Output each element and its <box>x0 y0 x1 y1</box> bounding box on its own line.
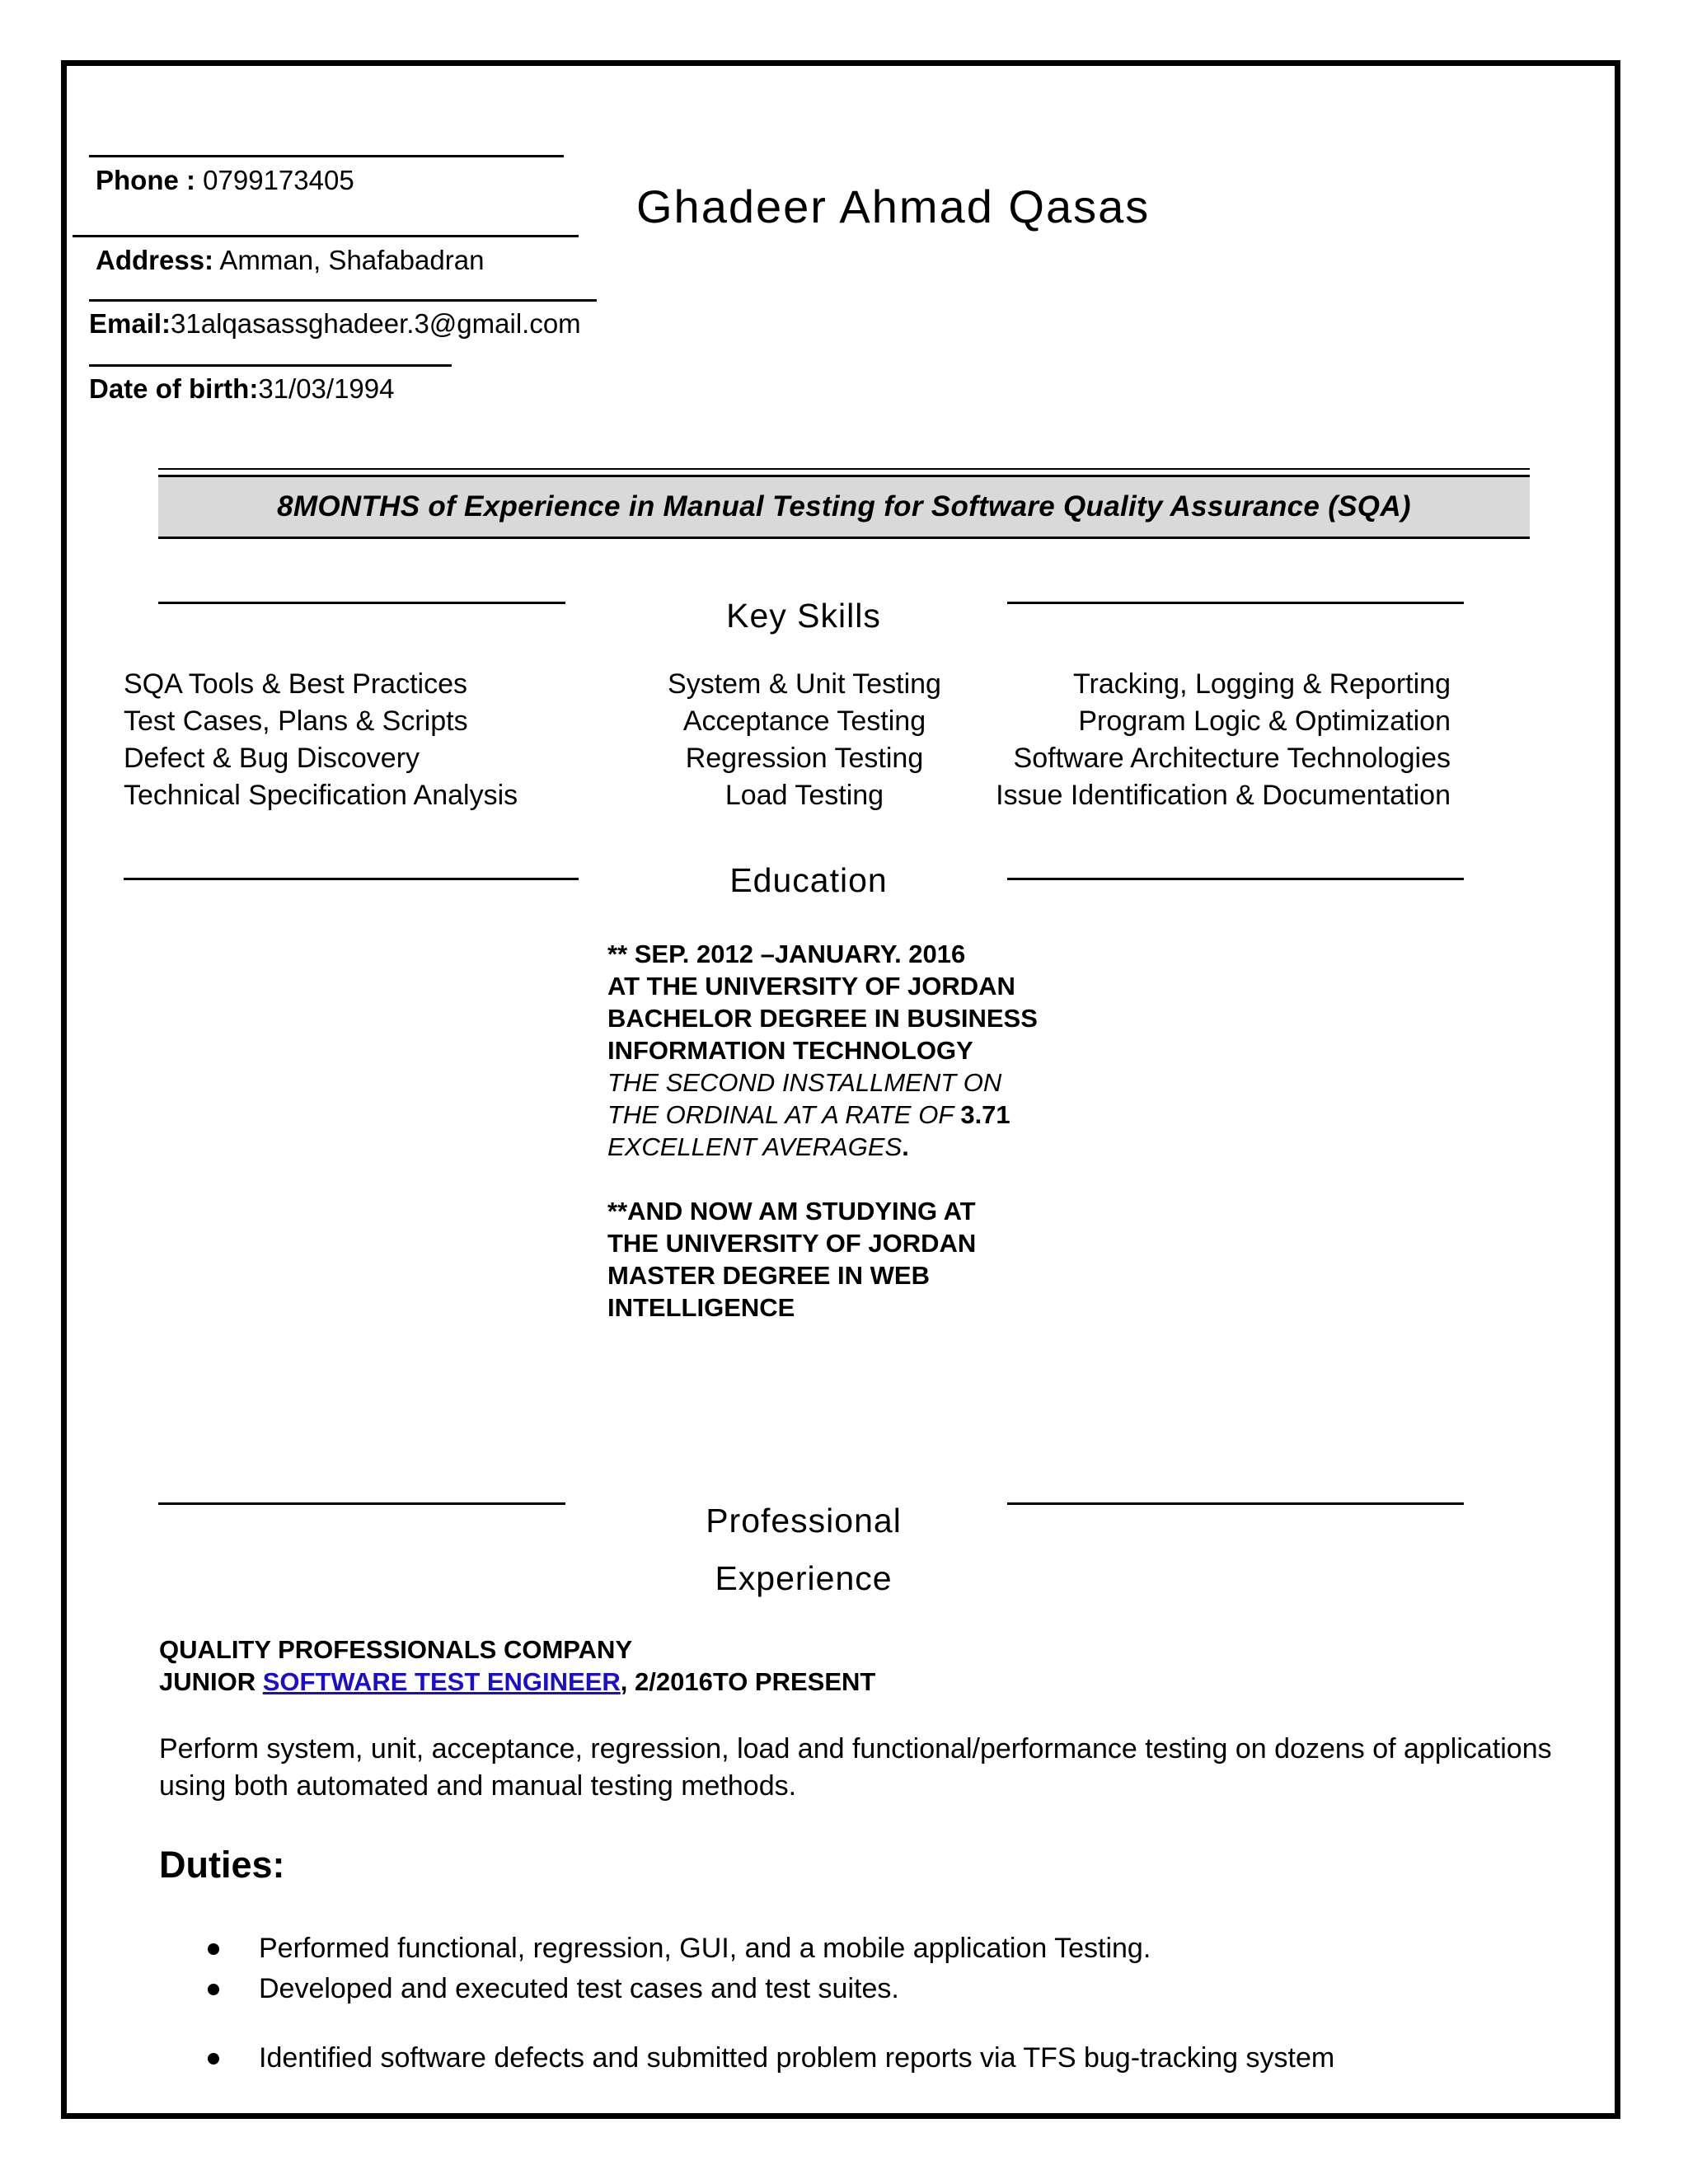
job-title-prefix: JUNIOR <box>159 1667 263 1696</box>
job-summary: Perform system, unit, acceptance, regression, load and functional/performance testing on dozens of applications using both automated and manual testing methods. <box>159 1733 1552 1802</box>
skill-item: System & Unit Testing <box>668 668 941 700</box>
skill-item: SQA Tools & Best Practices <box>124 668 467 700</box>
education-note-1: THE SECOND INSTALLMENT ON <box>607 1068 1002 1097</box>
key-skills-title: Key Skills <box>726 597 881 635</box>
skill-item: Defect & Bug Discovery <box>124 743 420 774</box>
address-value: Amman, Shafabadran <box>213 245 485 275</box>
experience-title-line-2: Experience <box>715 1559 893 1597</box>
experience-banner <box>158 475 1530 539</box>
email-line <box>89 307 581 340</box>
skill-item: Tracking, Logging & Reporting <box>1072 668 1451 700</box>
education-major: INFORMATION TECHNOLOGY <box>607 1036 973 1065</box>
education-title: Education <box>729 861 888 899</box>
bullet-icon <box>208 1984 219 1995</box>
job-title-line <box>159 1666 875 1698</box>
education-current-major: INTELLIGENCE <box>607 1293 795 1322</box>
address-line <box>96 244 484 277</box>
education-note-3 <box>607 1131 1038 1163</box>
candidate-name: Ghadeer Ahmad Qasas <box>636 180 1151 232</box>
education-note-2-text: THE ORDINAL AT A RATE OF <box>607 1100 961 1129</box>
company-name: QUALITY PROFESSIONALS COMPANY <box>159 1635 633 1664</box>
skill-item: Program Logic & Optimization <box>1078 705 1451 737</box>
banner-text: 8MONTHS of Experience in Manual Testing for Software Quality Assurance (SQA) <box>277 490 1411 523</box>
phone-value: 0799173405 <box>195 165 354 195</box>
education-note-3-period: . <box>902 1132 909 1161</box>
skill-item: Acceptance Testing <box>682 705 926 737</box>
skills-column-1 <box>124 666 518 814</box>
bullet-icon <box>208 2053 219 2064</box>
duty-item <box>208 1971 899 2008</box>
skills-column-2 <box>640 666 969 814</box>
dob-line <box>89 373 395 405</box>
skill-item: Test Cases, Plans & Scripts <box>124 705 468 737</box>
education-dates: ** SEP. 2012 –JANUARY. 2016 <box>607 940 966 968</box>
education-current-degree: MASTER DEGREE IN WEB <box>607 1261 930 1290</box>
skill-item: Regression Testing <box>685 743 924 774</box>
address-label: Address: <box>96 245 214 275</box>
dob-label: Date of birth: <box>89 373 259 404</box>
skills-column-3 <box>956 666 1451 814</box>
phone-label: Phone : <box>96 165 195 195</box>
job-title-suffix: , 2/2016TO PRESENT <box>620 1667 876 1696</box>
job-header <box>159 1633 875 1698</box>
education-note-3-text: EXCELLENT AVERAGES <box>607 1132 903 1161</box>
education-block <box>607 938 1038 1324</box>
education-gpa: 3.71 <box>960 1100 1010 1129</box>
duties-title: Duties: <box>159 1844 285 1886</box>
education-rule-right <box>1007 878 1464 880</box>
email-value: 31alqasassghadeer.3@gmail.com <box>171 308 581 339</box>
contact-rule-4 <box>89 364 452 367</box>
education-current-university: THE UNIVERSITY OF JORDAN <box>607 1229 977 1258</box>
phone-line <box>96 164 354 197</box>
skill-item: Load Testing <box>724 780 884 811</box>
email-label: Email: <box>89 308 171 339</box>
bullet-icon <box>208 1943 219 1955</box>
duty-text: Identified software defects and submitted problem reports via TFS bug-tracking system <box>259 2042 1335 2074</box>
skills-rule-right <box>1007 602 1464 604</box>
contact-rule-1 <box>89 155 564 157</box>
experience-rule-left <box>158 1502 565 1505</box>
skill-item: Software Architecture Technologies <box>1013 743 1451 774</box>
education-current: **AND NOW AM STUDYING AT <box>607 1197 976 1226</box>
duty-text: Developed and executed test cases and test suites. <box>259 1973 899 2004</box>
dob-value: 31/03/1994 <box>258 373 395 404</box>
education-spacer <box>607 1163 1038 1195</box>
experience-title-line-1: Professional <box>706 1502 902 1540</box>
skill-item: Technical Specification Analysis <box>124 780 518 811</box>
contact-rule-3 <box>89 299 597 302</box>
job-title-link[interactable]: SOFTWARE TEST ENGINEER <box>262 1667 621 1696</box>
skill-item: Issue Identification & Documentation <box>996 780 1451 811</box>
banner-top-rule <box>158 468 1530 470</box>
duty-text: Performed functional, regression, GUI, and a mobile application Testing. <box>259 1933 1151 1964</box>
contact-rule-2 <box>73 235 579 237</box>
education-university: AT THE UNIVERSITY OF JORDAN <box>607 972 1015 1001</box>
duty-item <box>208 2040 1334 2077</box>
education-rule-left <box>124 878 579 880</box>
duty-item <box>208 1930 1151 1967</box>
education-degree: BACHELOR DEGREE IN BUSINESS <box>607 1004 1038 1033</box>
experience-rule-right <box>1007 1502 1464 1505</box>
skills-rule-left <box>158 602 565 604</box>
education-note-2 <box>607 1099 1038 1131</box>
